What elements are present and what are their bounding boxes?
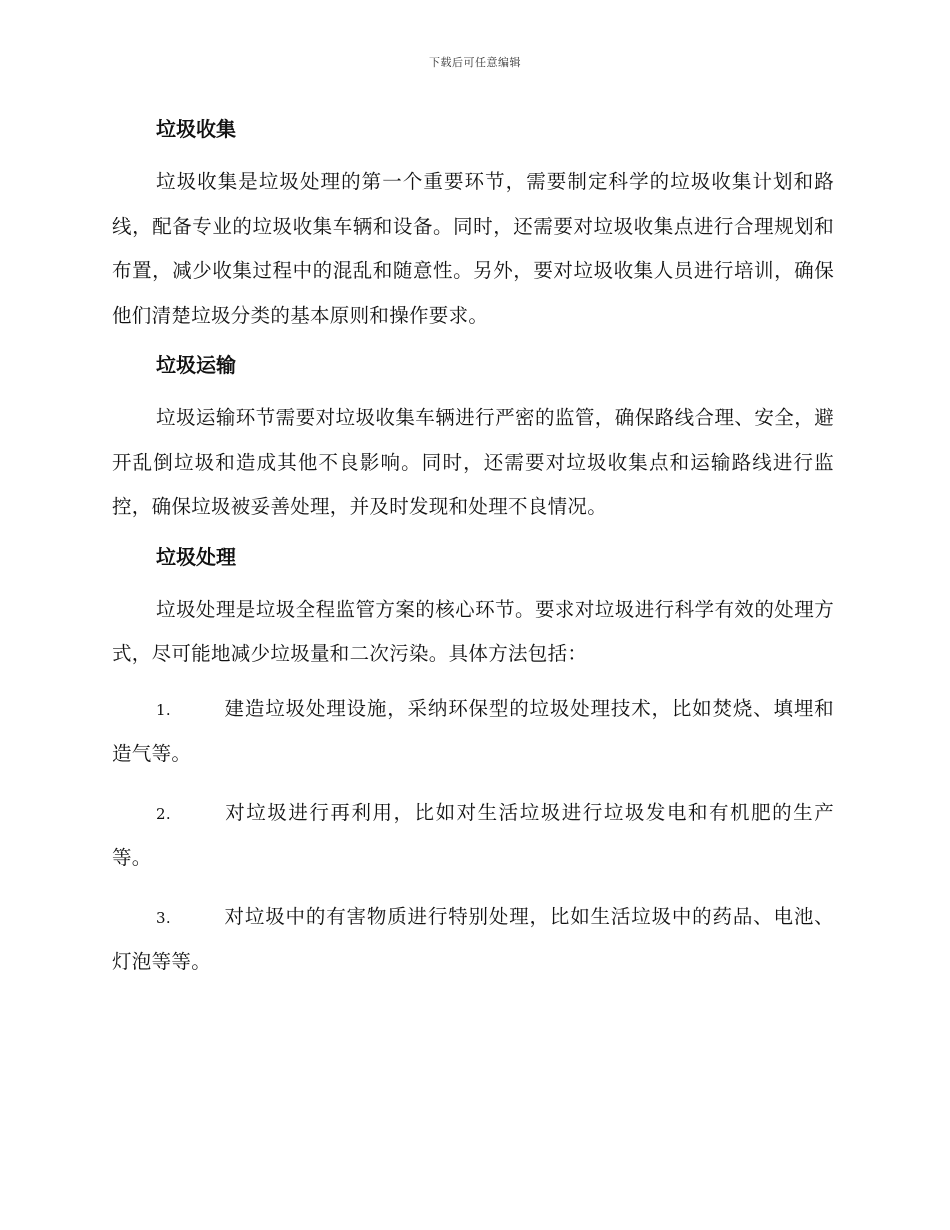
section-heading: 垃圾处理 [156,544,236,569]
section-paragraph: 垃圾处理是垃圾全程监管方案的核心环节。要求对垃圾进行科学有效的处理方式，尽可能地减少垃圾量和二次污染。具体方法包括： [112,597,834,665]
section-processing [112,540,834,677]
method-list [112,687,834,985]
section-heading: 垃圾运输 [156,353,236,377]
list-item-number: 1. [156,700,171,719]
section-paragraph: 垃圾运输环节需要对垃圾收集车辆进行严密的监管，确保路线合理、安全，避开乱倒垃圾和造成其他不良影响。同时，还需要对垃圾收集点和运输路线进行监控，确保垃圾被妥善处理，并及时发现和处理不良情况。 [112,406,834,518]
list-item-number: 3. [156,908,171,927]
list-item-text: 对垃圾中的有害物质进行特别处理，比如生活垃圾中的药品、电池、灯泡等等。 [112,904,834,973]
section-transport [112,348,834,530]
section-paragraph: 垃圾收集是垃圾处理的第一个重要环节，需要制定科学的垃圾收集计划和路线，配备专业的垃圾收集车辆和设备。同时，还需要对垃圾收集点进行合理规划和布置，减少收集过程中的混乱和随意性。另外，要对垃圾收集人员进行培训，确保他们清楚垃圾分类的基本原则和操作要求。 [112,170,834,327]
section-heading: 垃圾收集 [156,117,236,141]
list-item [112,687,834,777]
section-collection [112,112,834,338]
list-item [112,895,834,985]
list-item [112,791,834,881]
document-body [112,112,834,999]
list-item-text: 建造垃圾处理设施，采纳环保型的垃圾处理技术，比如焚烧、填埋和造气等。 [112,696,834,765]
list-item-text: 对垃圾进行再利用，比如对生活垃圾进行垃圾发电和有机肥的生产等。 [112,800,834,869]
list-item-number: 2. [156,804,171,823]
page-header-note: 下载后可任意编辑 [429,56,521,69]
